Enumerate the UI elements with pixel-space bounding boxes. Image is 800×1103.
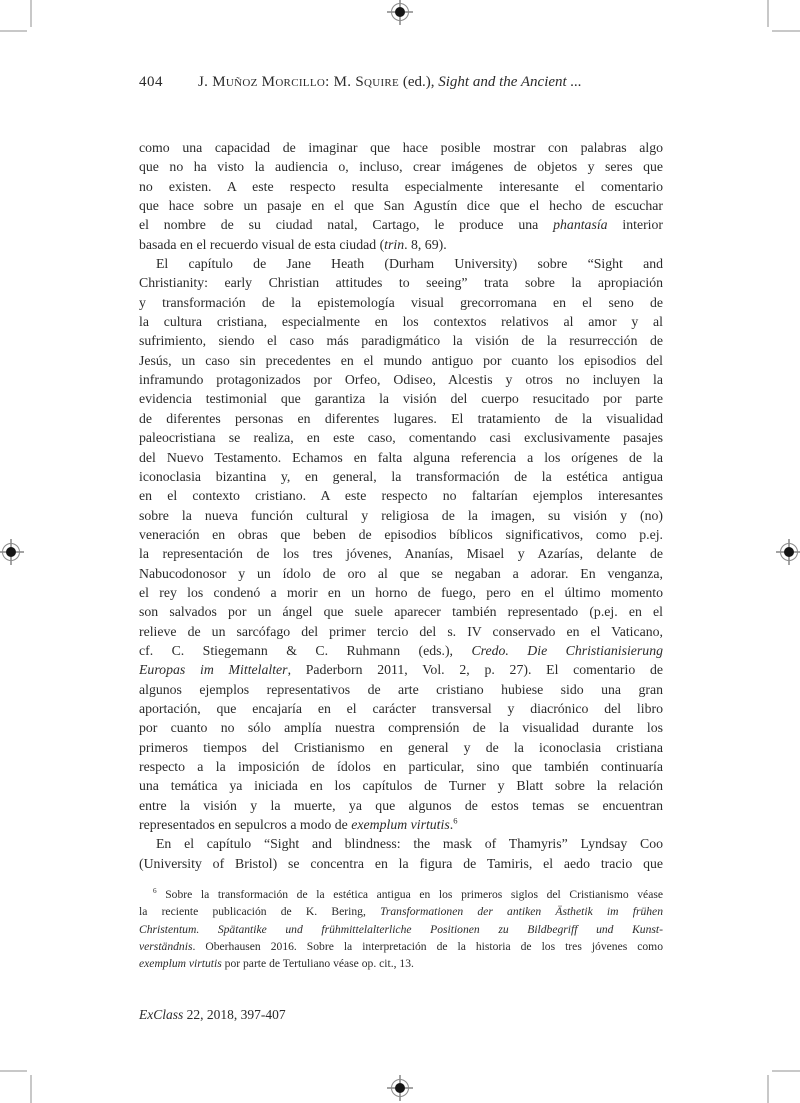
text-line: entre la visión y la muerte, ya que algunos de estos temas se encuentran <box>139 797 663 813</box>
running-header-title: J. Muñoz Morcillo: M. Squire (ed.), Sight and the Ancient ... <box>198 74 582 90</box>
text-line: que hace sobre un pasaje en el que San Agustín dice que el hecho de escuchar <box>139 198 663 214</box>
text-line: (University of Bristol) se concentra en la figura de Tamiris, el aedo tracio que <box>139 855 663 871</box>
registration-mark-icon <box>0 539 24 565</box>
page-number: 404 <box>139 74 163 90</box>
text-line: evidencia testimonial que garantiza la visión del cuerpo resucitado por parte <box>139 391 663 407</box>
text-line: Nabucodonosor y un ídolo de oro al que se negaban a adorar. En venganza, <box>139 565 663 581</box>
text-line: representados en sepulcros a modo de exemplum virtutis.$^6$ <box>139 815 458 833</box>
crop-mark-bottom-left-vertical <box>30 1075 32 1103</box>
running-header <box>139 72 663 92</box>
text-line: de diferentes personas en diferentes lugares. El tratamiento de la visualidad <box>139 410 663 426</box>
crop-mark-top-left-vertical <box>30 0 32 27</box>
crop-mark-bottom-left-horizontal <box>0 1070 27 1072</box>
text-line: Christentum. Spätantike und frühmittelalterliche Positionen zu Bildbegriff und Kunst- <box>139 922 663 936</box>
text-line: Europas im Mittelalter, Paderborn 2011, Vol. 2, p. 27). El comentario de <box>139 662 663 678</box>
crop-mark-top-right-horizontal <box>772 30 800 32</box>
text-line: iconoclasia bizantina y, en general, la transformación de la estética antigua <box>139 468 663 484</box>
text-line: primeros tiempos del Cristianismo en general y de la iconoclasia cristiana <box>139 739 663 755</box>
text-line: aportación, que encajaría en el carácter transversal y diacrónico del libro <box>139 700 663 716</box>
text-line: una temática ya iniciada en los capítulos de Turner y Blatt sobre la relación <box>139 778 663 794</box>
text-line: la cultura cristiana, especialmente en los contextos relativos al amor y al <box>139 314 663 330</box>
text-line: la representación de los tres jóvenes, Ananías, Misael y Azarías, delante de <box>139 546 663 562</box>
text-line: basada en el recuerdo visual de esta ciudad (trin. 8, 69). <box>139 236 447 252</box>
text-line: respecto a la imposición de ídolos en particular, sino que también continuaría <box>139 759 663 774</box>
text-line: en el contexto cristiano. A este respecto no faltarían ejemplos interesantes <box>139 488 663 504</box>
text-line: la reciente publicación de K. Bering, Transformationen der antiken Ästhetik im frühen <box>139 905 663 919</box>
text-line: algunos ejemplos representativos de arte cristiano hubiese sido una gran <box>139 681 663 697</box>
registration-mark-icon <box>387 0 413 25</box>
registration-mark-icon <box>776 539 800 565</box>
text-line: sobre la nueva función cultural y religiosa de la imagen, su visión y (no) <box>139 507 663 523</box>
text-line: y transformación de la epistemología visual grecorromana en el seno de <box>139 294 663 310</box>
text-line: relieve de un sarcófago del primer tercio del s. IV conservado en el Vaticano, <box>139 623 663 639</box>
text-line: exemplum virtutis por parte de Tertuliano véase op. cit., 13. <box>139 957 414 971</box>
text-line: del Nuevo Testamento. Echamos en falta alguna referencia a los orígenes de la <box>139 449 663 465</box>
text-line: $^6$ Sobre la transformación de la estética antigua en los primeros siglos del Cristianismo véase <box>153 887 663 901</box>
footnote <box>139 886 663 972</box>
text-line: no existen. A este respecto resulta especialmente interesante el comentario <box>139 178 663 194</box>
text-line: por cuanto no sólo amplía nuestra comprensión de la visualidad durante los <box>139 720 663 736</box>
text-line: En el capítulo “Sight and blindness: the mask of Thamyris” Lyndsay Coo <box>156 836 663 852</box>
crop-mark-top-left-horizontal <box>0 30 27 32</box>
text-line: sufrimiento, siendo el caso más paradigmático la visión de la resurrección de <box>139 333 663 349</box>
text-line: que no ha visto la audiencia o, incluso, crear imágenes de objetos y seres que <box>139 159 663 175</box>
text-line: son salvados por un ángel que suele aparecer también representado (p.ej. en el <box>139 604 663 620</box>
text-line: cf. C. Stiegemann & C. Ruhmann (eds.), Credo. Die Christianisierung <box>139 642 663 658</box>
text-line: inframundo protagonizados por Orfeo, Odiseo, Alcestis y otros no incluyen la <box>139 372 663 388</box>
crop-mark-bottom-right-horizontal <box>772 1070 800 1072</box>
text-line: paleocristiana se realiza, en este caso, comentando casi exclusivamente pasajes <box>139 430 663 446</box>
registration-mark-icon <box>387 1075 413 1101</box>
text-line: veneración en obras que beben de episodios bíblicos significativos, como p.ej. <box>139 526 663 542</box>
text-line: verständnis. Oberhausen 2016. Sobre la interpretación de la historia de los tres jóvenes como <box>139 939 663 953</box>
crop-mark-bottom-right-vertical <box>767 1075 769 1103</box>
text-line: como una capacidad de imaginar que hace posible mostrar con palabras algo <box>139 140 663 155</box>
text-line: el rey los condenó a morir en un horno de fuego, pero en el último momento <box>139 584 663 600</box>
journal-citation-footer: ExClass 22, 2018, 397-407 <box>139 1007 286 1022</box>
crop-mark-top-right-vertical <box>767 0 769 27</box>
text-line: Christianity: early Christian attitudes to seeing” trata sobre la apropiación <box>139 275 663 291</box>
text-line: el nombre de su ciudad natal, Cartago, le produce una phantasía interior <box>139 217 663 233</box>
text-line: Jesús, un caso sin precedentes en el mundo antiguo por cuanto los episodios del <box>139 352 663 368</box>
body-text-column <box>139 138 663 873</box>
text-line: El capítulo de Jane Heath (Durham University) sobre “Sight and <box>156 256 663 272</box>
